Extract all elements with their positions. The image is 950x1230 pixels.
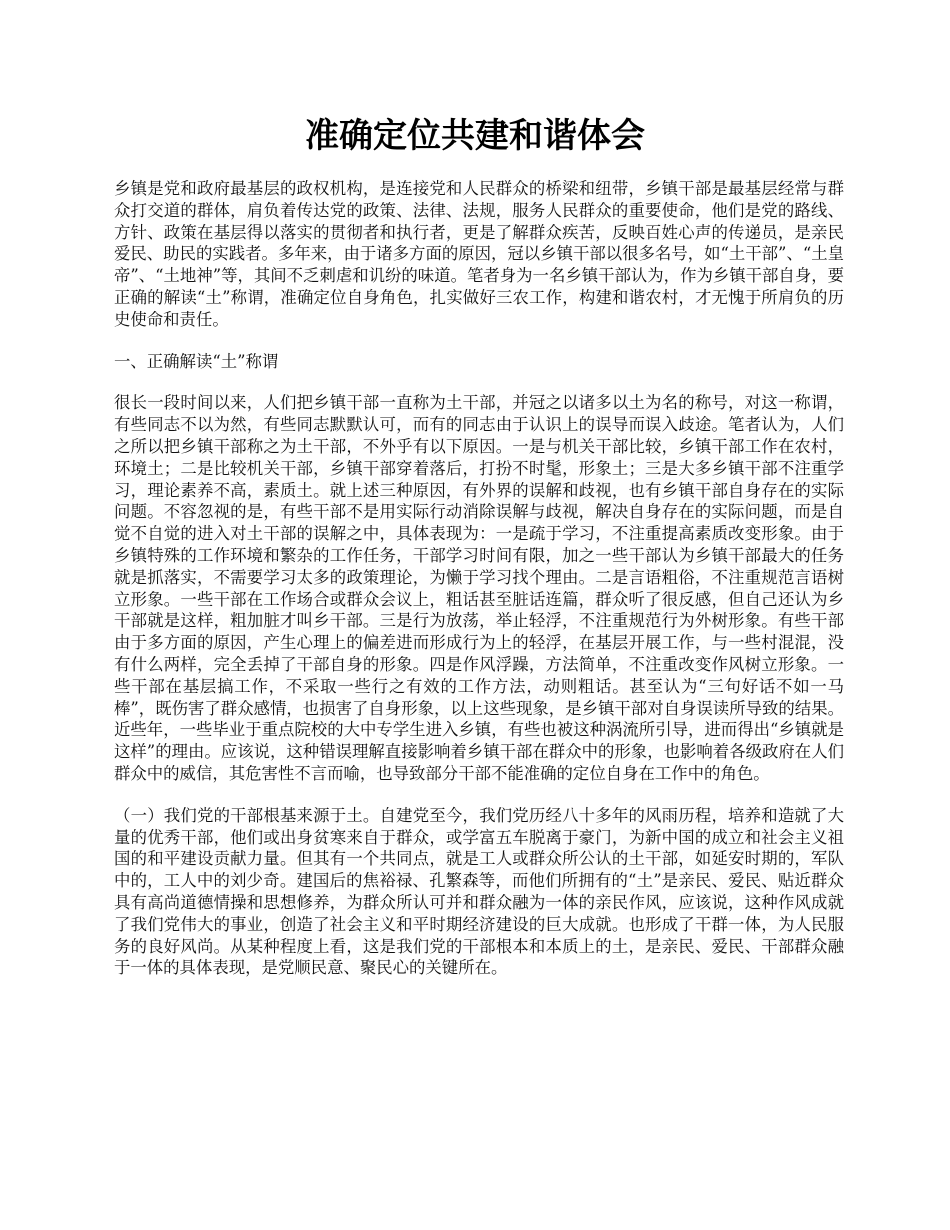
intro-paragraph: 乡镇是党和政府最基层的政权机构，是连接党和人民群众的桥梁和纽带，乡镇干部是最基层经常与群众打交道的群体，肩负着传达党的政策、法律、法规，服务人民群众的重要使命，他们是党的路线、方针、政策在基层得以落实的贯彻者和执行者，更是了解群众疾苦，反映百姓心声的传递员，是亲民爱民、助民的实践者。多年来，由于诸多方面的原因，冠以乡镇干部以很多名号，如“土干部”、“土皇帝”、“土地神”等，其间不乏刺虐和讥纷的味道。笔者身为一名乡镇干部认为，作为乡镇干部自身，要正确的解读“土”称谓，准确定位自身角色，扎实做好三农工作，构建和谐农村，才无愧于所肩负的历史使命和责任。: [114, 179, 844, 329]
body-paragraph: （一）我们党的干部根基来源于土。自建党至今，我们党历经八十多年的风雨历程，培养和造就了大量的优秀干部，他们或出身贫寒来自于群众，或学富五车脱离于豪门，为新中国的成立和社会主义祖国的和平建设贡献力量。但其有一个共同点，就是工人或群众所公认的土干部，如延安时期的，军队中的，工人中的刘少奇。建国后的焦裕禄、孔繁森等，而他们所拥有的“土”是亲民、爱民、贴近群众具有高尚道德情操和思想修养，为群众所认可并和群众融为一体的亲民作风，应该说，这种作风成就了我们党伟大的事业，创造了社会主义和平时期经济建设的巨大成就。也形成了干群一体，为人民服务的良好风尚。从某种程度上看，这是我们党的干部根本和本质上的土，是亲民、爱民、干部群众融于一体的具体表现，是党顺民意、聚民心的关键所在。: [114, 805, 844, 978]
document-body: [114, 178, 844, 999]
body-paragraph: 很长一段时间以来，人们把乡镇干部一直称为土干部，并冠之以诸多以土为名的称号，对这一称谓，有些同志不以为然，有些同志默默认可，而有的同志由于认识上的误导而误入歧途。笔者认为，人们之所以把乡镇干部称之为土干部，不外乎有以下原因。一是与机关干部比较，乡镇干部工作在农村，环境土；二是比较机关干部，乡镇干部穿着落后，打扮不时髦，形象土；三是大多乡镇干部不注重学习，理论素养不高，素质土。就上述三种原因，有外界的误解和歧视，也有乡镇干部自身存在的实际问题。不容忽视的是，有些干部不是用实际行动消除误解与歧视，解决自身存在的实际问题，而是自觉不自觉的进入对土干部的误解之中，具体表现为：一是疏于学习，不注重提高素质改变形象。由于乡镇特殊的工作环境和繁杂的工作任务，干部学习时间有限，加之一些干部认为乡镇干部最大的任务就是抓落实，不需要学习太多的政策理论，为懒于学习找个理由。二是言语粗俗，不注重规范言语树立形象。一些干部在工作场合或群众会议上，粗话甚至脏话连篇，群众听了很反感，但自己还认为乡干部就是这样，粗加脏才叫乡干部。三是行为放荡，举止轻浮，不注重规范行为外树形象。有些干部由于多方面的原因，产生心理上的偏差进而形成行为上的轻浮，在基层开展工作，与一些村混混，没有什么两样，完全丢掉了干部自身的形象。四是作风浮躁，方法简单，不注重改变作风树立形象。一些干部在基层搞工作，不采取一些行之有效的工作方法，动则粗话。甚至认为“三句好话不如一马棒”，既伤害了群众感情，也损害了自身形象，以上这些现象，是乡镇干部对自身误读所导致的结果。近些年，一些毕业于重点院校的大中专学生进入乡镇，有些也被这种涡流所引导，进而得出“乡镇就是这样”的理由。应该说，这种错误理解直接影响着乡镇干部在群众中的形象，也影响着各级政府在人们群众中的威信，其危害性不言而喻，也导致部分干部不能准确的定位自身在工作中的角色。: [114, 393, 844, 783]
section-heading: 一、正确解读“土”称谓: [114, 351, 279, 371]
document-title: 准确定位共建和谐体会: [305, 116, 645, 156]
